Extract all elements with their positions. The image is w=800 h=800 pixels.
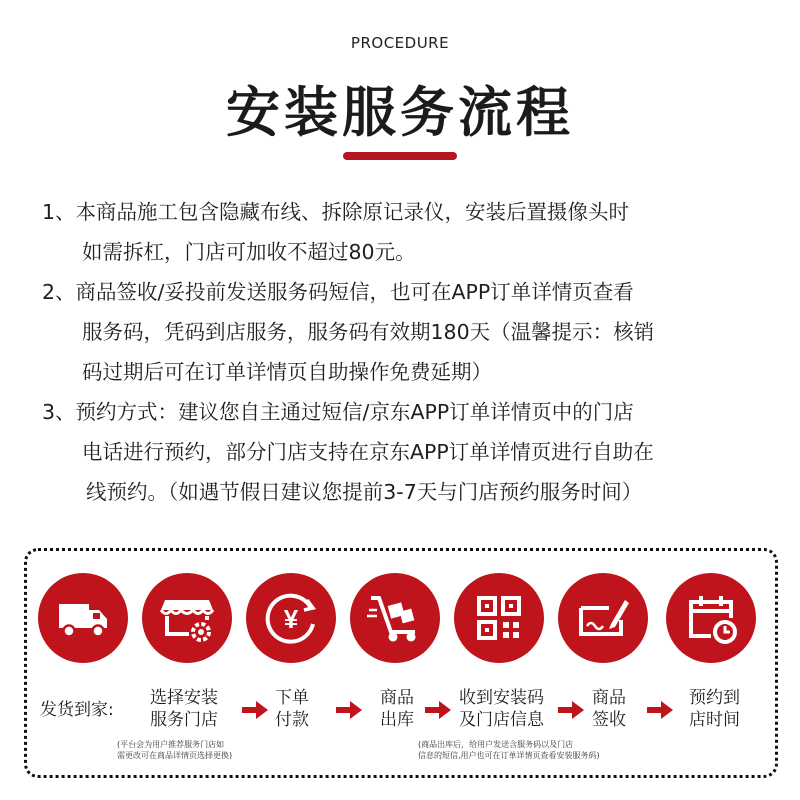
step-label-line: 下单 [275, 688, 309, 708]
step-sign [592, 687, 626, 731]
step-label-line: 店时间 [689, 710, 740, 730]
note-line: 码过期后可在订单详情页自助操作免费延期） [82, 360, 492, 384]
note-line: 线预约。（如遇节假日建议您提前3-7天与门店预约服务时间） [86, 480, 643, 504]
small-note-line: 需更改可在商品详情页选择更换) [117, 751, 233, 760]
step-order-pay [275, 687, 309, 731]
step-label-line: 付款 [275, 710, 309, 730]
step-book-time [689, 687, 740, 731]
small-note-line: 信息的短信,用户也可在订单详情页查看安装服务码) [418, 751, 600, 760]
sign-pen-icon [558, 573, 648, 663]
note-line: 如需拆杠，门店可加收不超过80元。 [82, 240, 416, 264]
store-recommend-note [117, 739, 232, 761]
step-delivery: 发货到家: [40, 700, 114, 720]
small-note-line: (商品出库后，给用户发送含服务码以及门店 [418, 740, 574, 749]
arrow-right-icon [336, 701, 362, 719]
title-underline [343, 152, 457, 160]
step-label-line: 商品 [380, 688, 414, 708]
calendar-clock-icon [666, 573, 756, 663]
step-label-line: 预约到 [689, 688, 740, 708]
step-choose-store [150, 687, 218, 731]
arrow-right-icon [425, 701, 451, 719]
step-label-line: 选择安装 [150, 688, 218, 708]
code-sms-note [418, 739, 600, 761]
store-settings-icon [142, 573, 232, 663]
step-label-line: 服务门店 [150, 710, 218, 730]
warehouse-cart-icon [350, 573, 440, 663]
note-line: 3、预约方式：建议您自主通过短信/京东APP订单详情页中的门店 [42, 400, 634, 424]
procedure-subtitle: PROCEDURE [350, 34, 450, 52]
page-title: 安装服务流程 [226, 81, 574, 144]
note-line: 电话进行预约，部分门店支持在京东APP订单详情页进行自助在 [82, 440, 654, 464]
step-label-line: 商品 [592, 688, 626, 708]
yuan-coin-icon [246, 573, 336, 663]
note-line: 1、本商品施工包含隐藏布线、拆除原记录仪，安装后置摄像头时 [42, 200, 630, 224]
qr-code-icon [454, 573, 544, 663]
step-label-line: 及门店信息 [459, 710, 544, 730]
step-label-line: 收到安装码 [459, 688, 544, 708]
arrow-right-icon [647, 701, 673, 719]
step-outbound [380, 687, 414, 731]
svg-text:¥: ¥ [283, 604, 299, 634]
truck-icon [38, 573, 128, 663]
arrow-right-icon [242, 701, 268, 719]
arrow-right-icon [558, 701, 584, 719]
service-notes [42, 195, 772, 515]
small-note-line: (平台会为用户推荐服务门店如 [117, 740, 225, 749]
step-receive-code [459, 687, 544, 731]
step-label-line: 出库 [380, 710, 414, 730]
note-line: 2、商品签收/妥投前发送服务码短信，也可在APP订单详情页查看 [42, 280, 634, 304]
step-label-line: 签收 [592, 710, 626, 730]
note-line: 服务码，凭码到店服务，服务码有效期180天（温馨提示：核销 [82, 320, 655, 344]
